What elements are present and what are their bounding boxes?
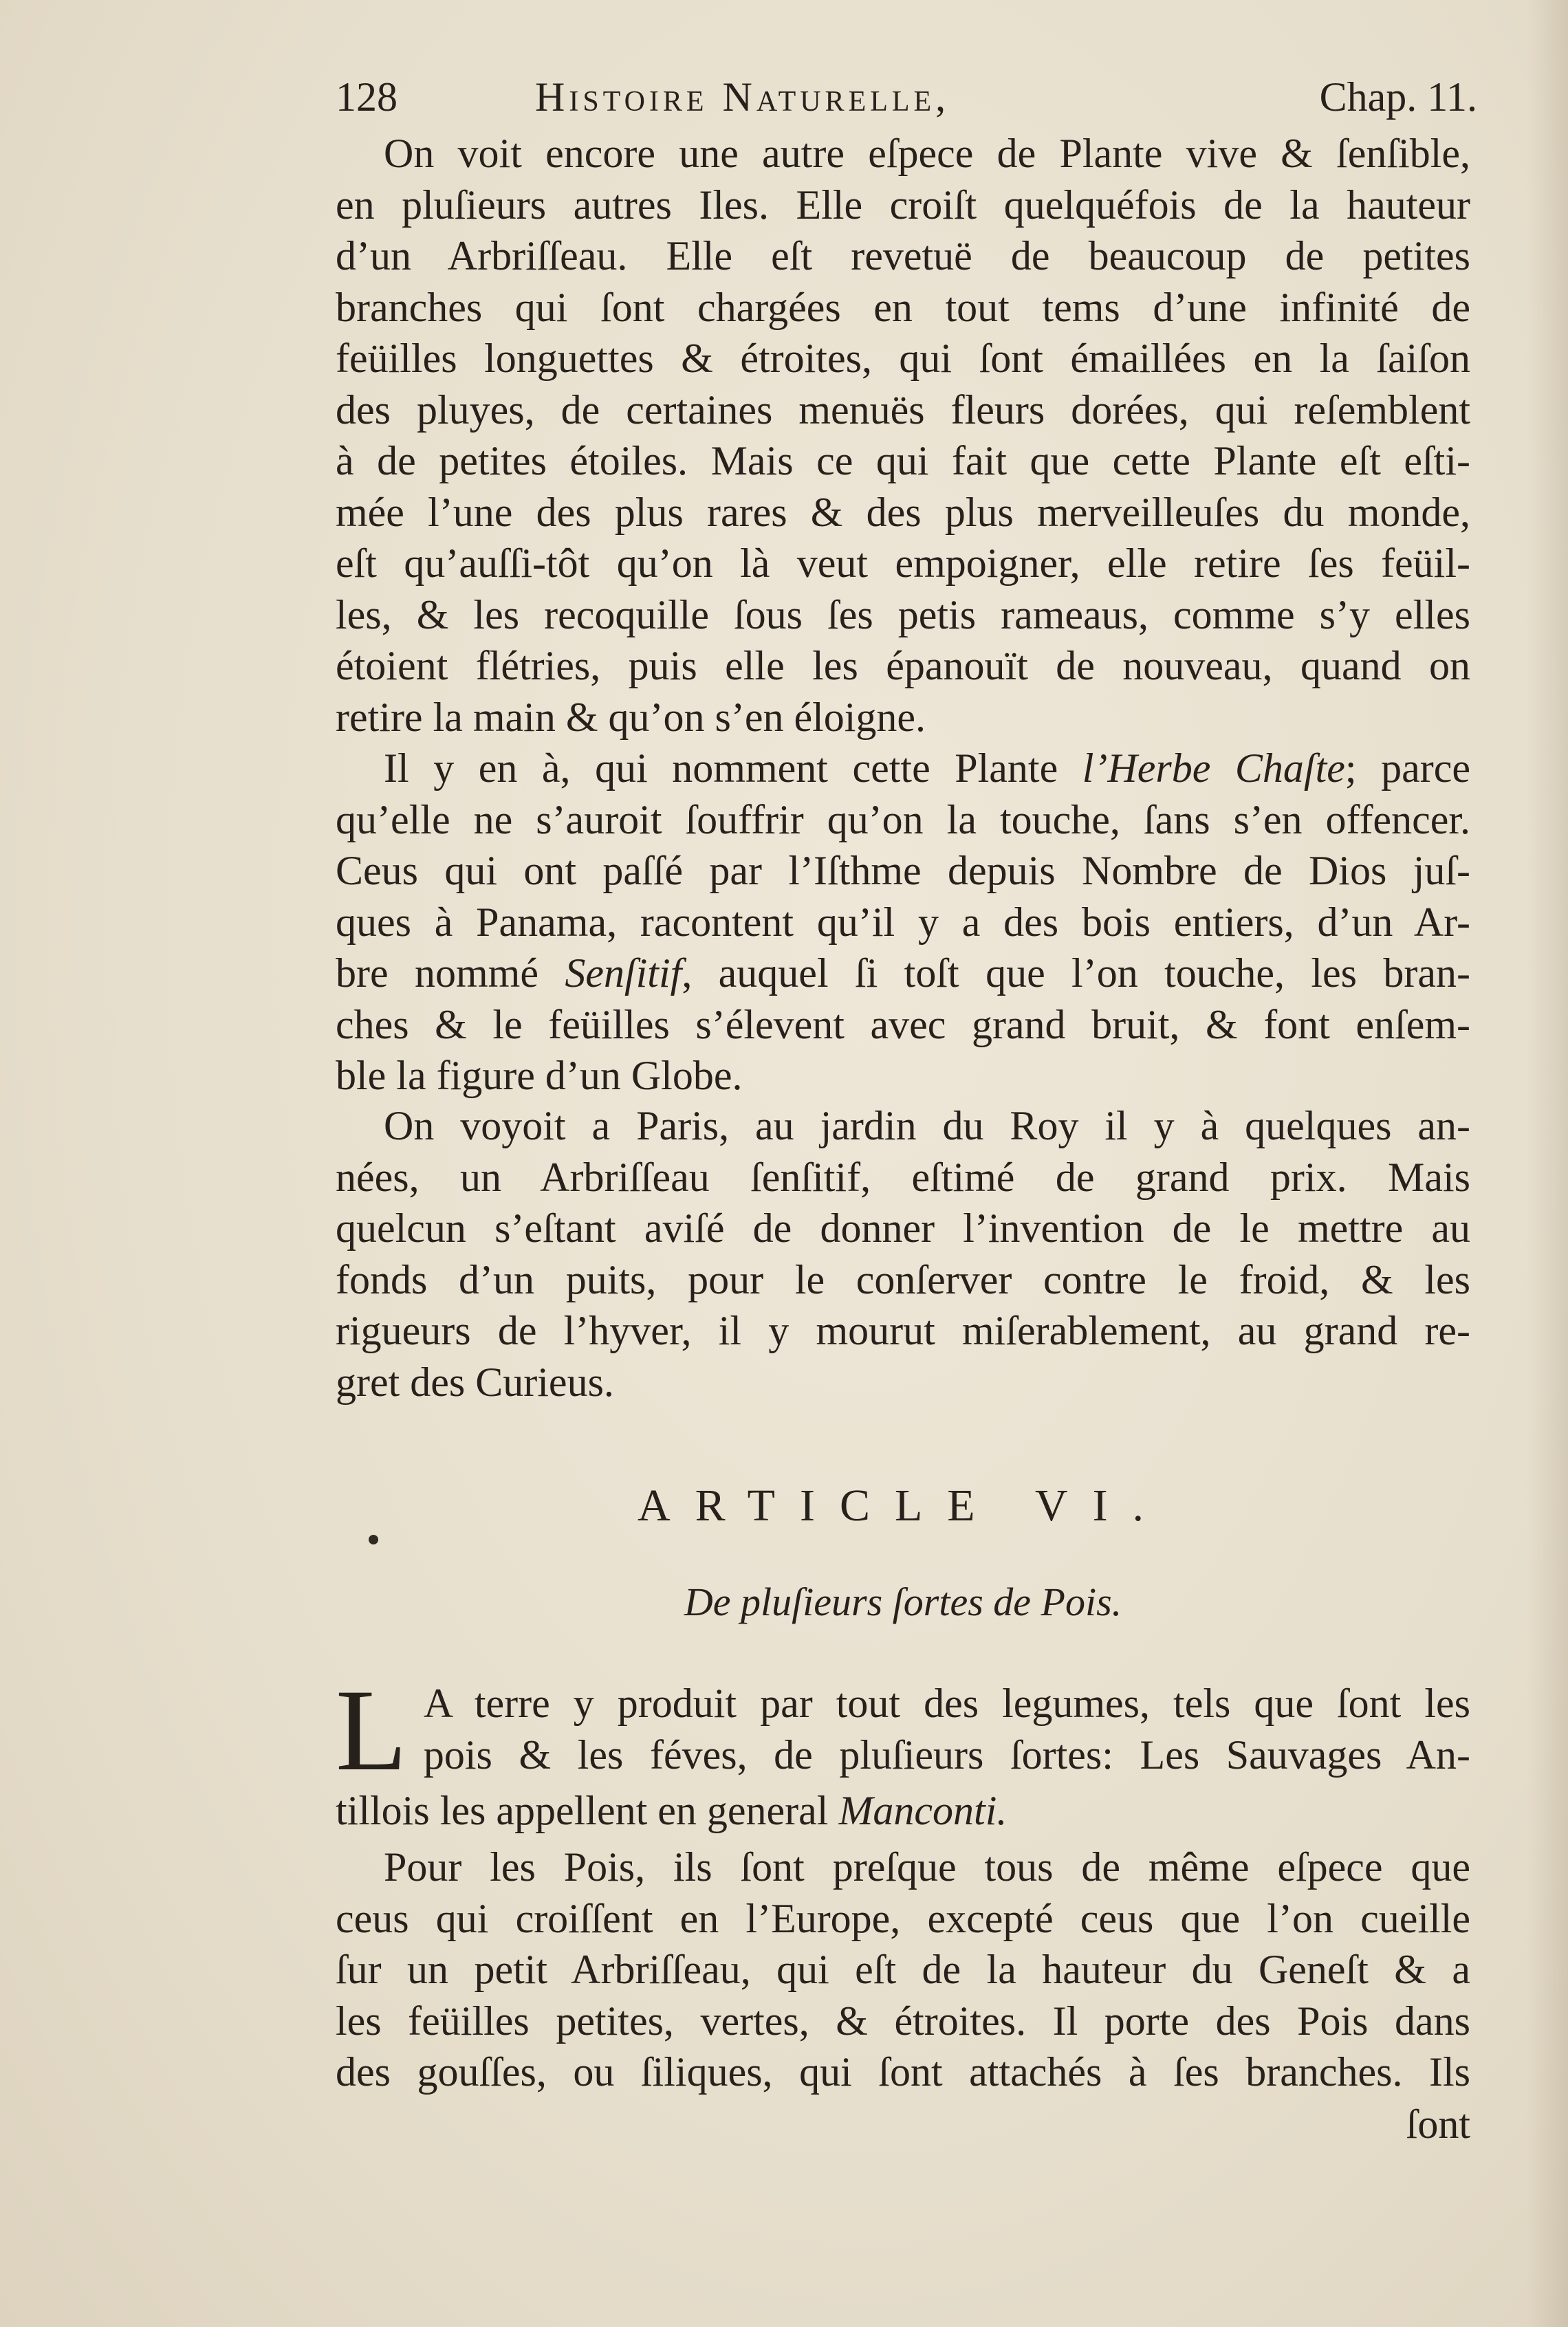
chapter-label: Chap. 11. — [1319, 74, 1477, 120]
text-line: fonds d’un puits, pour le conſerver contre le froid, & les — [336, 1256, 1470, 1302]
text-line: qu’elle ne s’auroit ſouffrir qu’on la touche, ſans s’en offencer. — [336, 796, 1470, 842]
text-line: rigueurs de l’hyver, il y mourut miſerablement, au grand re- — [336, 1308, 1470, 1353]
text-line: nées, un Arbriſſeau ſenſitif, eſtimé de grand prix. Mais — [336, 1154, 1470, 1200]
paragraph-pois — [336, 1842, 1470, 2098]
running-header — [336, 66, 1477, 128]
paragraph-legumes — [336, 1665, 1470, 1837]
running-title: Histoire Naturelle, — [535, 74, 950, 120]
text-line: ches & le feüilles s’élevent avec grand bruit, & font enſem- — [336, 1001, 1470, 1047]
page-number: 128 — [336, 74, 398, 120]
text-line: bre nommé Senſitif, auquel ſi toſt que l’on touche, les bran- — [336, 950, 1470, 996]
text-line: ſur un petit Arbriſſeau, qui eſt de la hauteur du Geneſt & a — [336, 1947, 1470, 1992]
text-line: retire la main & qu’on s’en éloigne. — [336, 694, 926, 740]
article-subtitle: De pluſieurs ſortes de Pois. — [684, 1580, 1122, 1624]
text-line: à de petites étoiles. Mais ce qui fait que cette Plante eſt eſti- — [336, 438, 1470, 483]
text-line: ble la figure d’un Globe. — [336, 1053, 743, 1098]
drop-cap-initial: L — [336, 1665, 407, 1795]
text-line: branches qui ſont chargées en tout tems d’une infinité de — [336, 284, 1470, 330]
text-line: eſt qu’auſſi-tôt qu’on là veut empoigner, elle retire ſes feüil- — [336, 540, 1470, 586]
text-line: A terre y produit par tout des legumes, tels que ſont les — [423, 1681, 1470, 1726]
paragraph-sensitive-plant — [336, 128, 1470, 743]
text-line: étoient flétries, puis elle les épanouït de nouveau, quand on — [336, 643, 1470, 688]
text-line: ceus qui croiſſent en l’Europe, excepté ceus que l’on cueille — [336, 1895, 1470, 1941]
text-line: en pluſieurs autres Iles. Elle croiſt quelquéfois de la hauteur — [336, 182, 1470, 228]
text-line: feüilles longuettes & étroites, qui ſont émaillées en la ſaiſon — [336, 336, 1470, 381]
text-line: d’un Arbriſſeau. Elle eſt revetuë de beaucoup de petites — [336, 233, 1470, 278]
text-line: les, & les recoquille ſous ſes petis rameaus, comme s’y elles — [336, 591, 1470, 637]
page-gutter-shadow — [1527, 0, 1568, 2327]
text-line: Pour les Pois, ils ſont preſque tous de même eſpece que — [384, 1844, 1470, 1890]
text-line: Il y en à, qui nomment cette Plante l’Herbe Chaſte; parce — [384, 745, 1470, 791]
ink-speck — [369, 1535, 378, 1544]
text-line: des gouſſes, ou ſiliques, qui ſont attachés à ſes branches. Ils — [336, 2049, 1470, 2095]
italic-term: l’Herbe Chaſte — [1082, 745, 1345, 791]
article-heading: ARTICLE VI. — [637, 1481, 1169, 1531]
text-line: On voyoit a Paris, au jardin du Roy il y à quelques an- — [384, 1103, 1470, 1148]
paragraph-jardin-du-roy — [336, 1100, 1470, 1408]
italic-term: Manconti. — [838, 1788, 1008, 1833]
text-line: On voit encore une autre eſpece de Plante vive & ſenſible, — [384, 131, 1470, 176]
paragraph-herbe-chaste — [336, 743, 1470, 1102]
text-line: tillois les appellent en general Manconti. — [336, 1788, 1008, 1833]
text-line: les feüilles petites, vertes, & étroites. Il porte des Pois dans — [336, 1998, 1470, 2044]
text-line: mée l’une des plus rares & des plus merveilleuſes du monde, — [336, 489, 1470, 535]
text-line: des pluyes, de certaines menuës fleurs dorées, qui reſemblent — [336, 386, 1470, 433]
text-line: ques à Panama, racontent qu’il y a des bois entiers, d’un Ar- — [336, 899, 1470, 945]
text-line: pois & les féves, de pluſieurs ſortes: Les Sauvages An- — [423, 1731, 1470, 1778]
text-line: quelcun s’eſtant aviſé de donner l’invention de le mettre au — [336, 1205, 1470, 1251]
italic-term: Senſitif — [565, 950, 682, 996]
text-line: Ceus qui ont paſſé par l’Iſthme depuis Nombre de Dios juſ- — [336, 848, 1470, 893]
text-line: gret des Curieus. — [336, 1359, 614, 1405]
catchword: ſont — [1406, 2101, 1470, 2147]
